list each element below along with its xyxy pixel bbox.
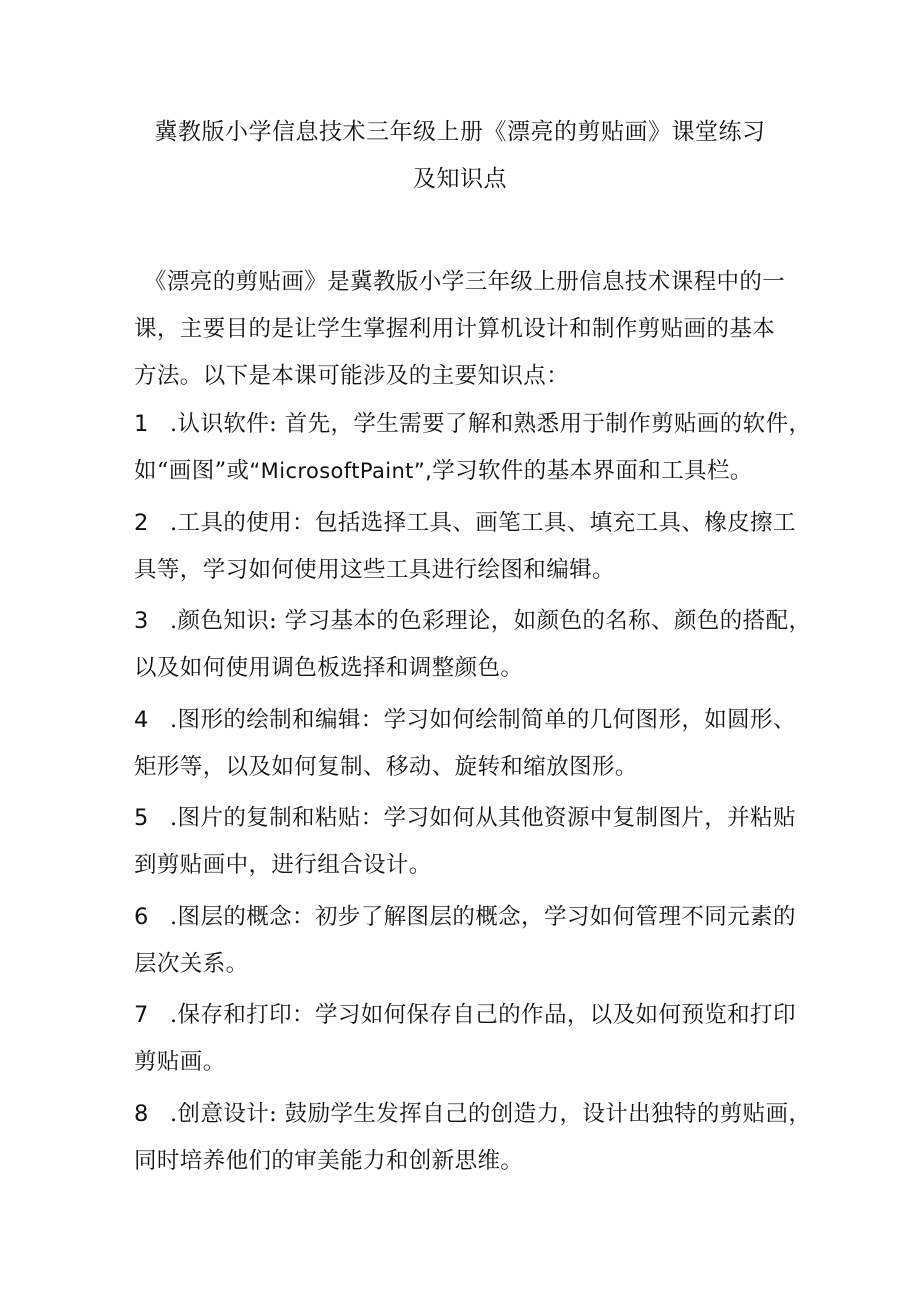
item-number: 4 xyxy=(134,707,149,733)
item-number: 2 xyxy=(134,510,149,536)
item-text: 同时培养他们的审美能力和创新思维。 xyxy=(134,1148,524,1174)
item-text: 到剪贴画中，进行组合设计。 xyxy=(134,852,432,878)
item-number: 3 xyxy=(134,608,149,634)
intro-line: 课，主要目的是让学生掌握利用计算机设计和制作剪贴画的基本 xyxy=(134,316,776,342)
item-text: 学习软件的基本界面和工具栏。 xyxy=(432,458,753,484)
document-title-line1: 冀教版小学信息技术三年级上册《漂亮的剪贴画》课堂练习 xyxy=(154,119,766,145)
item-text-latin: “MicrosoftPaint”, xyxy=(249,459,433,483)
item-number: 8 xyxy=(134,1101,149,1127)
document-title-line2: 及知识点 xyxy=(413,166,507,192)
item-text: .认识软件: 首先，学生需要了解和熟悉用于制作剪贴画的软件， xyxy=(170,411,812,437)
knowledge-item-2 xyxy=(134,500,796,594)
item-text: 如“画图”或 xyxy=(134,458,250,484)
item-text: .图层的概念：初步了解图层的概念，学习如何管理不同元素的 xyxy=(170,904,796,930)
knowledge-item-5 xyxy=(134,795,796,889)
item-text: 矩形等，以及如何复制、移动、旋转和缩放图形。 xyxy=(134,754,638,780)
item-number: 6 xyxy=(134,904,149,930)
item-number: 7 xyxy=(134,1002,149,1028)
item-text: .工具的使用：包括选择工具、画笔工具、填充工具、橡皮擦工 xyxy=(170,510,796,536)
intro-line: 《漂亮的剪贴画》是冀教版小学三年级上册信息技术课程中的一 xyxy=(144,269,786,295)
item-text: 剪贴画。 xyxy=(134,1049,226,1075)
knowledge-item-8 xyxy=(134,1091,812,1185)
item-text: .图形的绘制和编辑：学习如何绘制简单的几何图形，如圆形、 xyxy=(170,707,796,733)
knowledge-item-3 xyxy=(134,598,812,692)
item-text: 以及如何使用调色板选择和调整颜色。 xyxy=(134,655,524,681)
item-text: .图片的复制和粘贴：学习如何从其他资源中复制图片，并粘贴 xyxy=(170,805,796,831)
knowledge-item-7 xyxy=(134,992,796,1086)
item-text: .颜色知识: 学习基本的色彩理论，如颜色的名称、颜色的搭配， xyxy=(170,608,812,634)
knowledge-item-4 xyxy=(134,697,796,791)
item-text: 具等，学习如何使用这些工具进行绘图和编辑。 xyxy=(134,557,615,583)
item-text: .创意设计: 鼓励学生发挥自己的创造力，设计出独特的剪贴画， xyxy=(170,1101,812,1127)
item-text: 层次关系。 xyxy=(134,951,249,977)
item-number: 1 xyxy=(134,411,149,437)
intro-line: 方法。以下是本课可能涉及的主要知识点： xyxy=(134,363,570,389)
item-number: 5 xyxy=(134,805,149,831)
intro-paragraph xyxy=(134,259,796,400)
item-text: .保存和打印：学习如何保存自己的作品，以及如何预览和打印 xyxy=(170,1002,796,1028)
knowledge-item-6 xyxy=(134,894,796,988)
knowledge-item-1 xyxy=(134,401,812,495)
